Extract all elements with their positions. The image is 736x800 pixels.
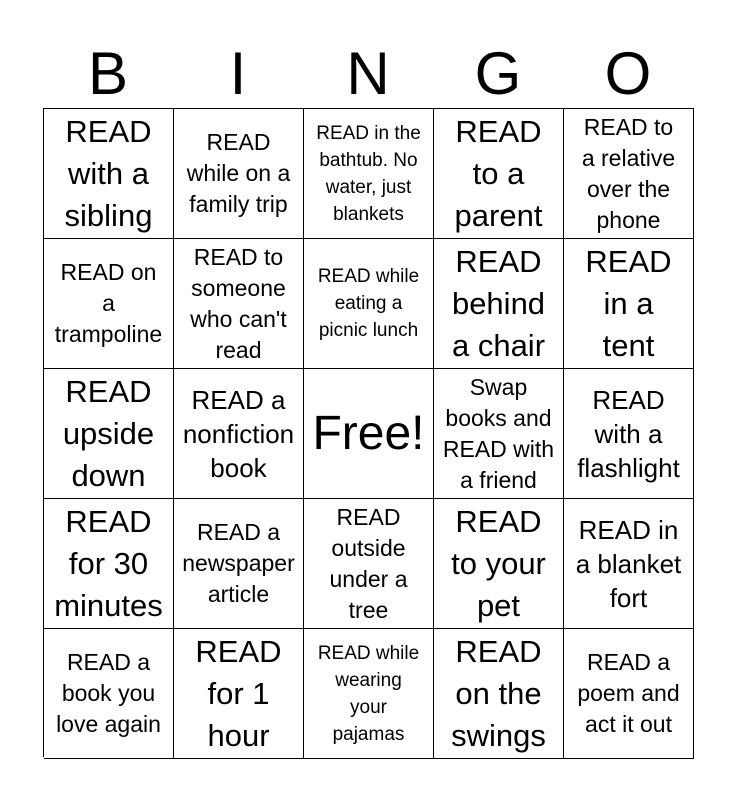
- header-letter-o: O: [604, 40, 652, 107]
- header-letter-g: G: [474, 40, 522, 107]
- bingo-cell-text: READ to a relative over the phone: [581, 113, 676, 233]
- bingo-cell[interactable]: [434, 369, 564, 499]
- bingo-cell[interactable]: [304, 239, 434, 369]
- bingo-cell[interactable]: [304, 499, 434, 629]
- bingo-cell-text: READ while on a family trip: [186, 129, 291, 217]
- bingo-cell[interactable]: [174, 499, 304, 629]
- bingo-cell[interactable]: [44, 239, 174, 369]
- bingo-cell-text: READ while wearing your pajamas: [317, 642, 420, 745]
- bingo-cell-text: READ to a parent: [454, 113, 543, 233]
- bingo-cell[interactable]: [564, 109, 694, 239]
- bingo-cell[interactable]: [564, 239, 694, 369]
- bingo-cell-text: READ upside down: [62, 373, 155, 493]
- bingo-cell[interactable]: [174, 109, 304, 239]
- header-letter-n: N: [346, 40, 390, 107]
- bingo-cell[interactable]: [304, 109, 434, 239]
- bingo-cell[interactable]: [44, 499, 174, 629]
- bingo-header: [43, 40, 693, 108]
- bingo-cell[interactable]: [174, 369, 304, 499]
- bingo-cell[interactable]: [44, 369, 174, 499]
- bingo-cell[interactable]: [304, 629, 434, 759]
- bingo-cell[interactable]: [434, 499, 564, 629]
- bingo-cell-text: READ on the swings: [451, 633, 546, 753]
- bingo-cell-text: READ a book you love again: [56, 649, 161, 737]
- bingo-cell-text: READ with a sibling: [64, 113, 153, 233]
- bingo-cell[interactable]: [564, 369, 694, 499]
- header-letter-i: I: [229, 40, 247, 107]
- bingo-cell[interactable]: [174, 629, 304, 759]
- bingo-cell[interactable]: [174, 239, 304, 369]
- bingo-cell-text: READ on a trampoline: [54, 259, 163, 347]
- bingo-cell-text: READ in the bathtub. No water, just blankets: [316, 122, 421, 225]
- bingo-cell-text: READ a poem and act it out: [577, 649, 680, 737]
- header-letter-b: B: [87, 40, 129, 107]
- bingo-cell-text: READ with a flashlight: [577, 384, 680, 483]
- bingo-cell-text: READ to someone who can't read: [190, 243, 287, 363]
- bingo-cell-text: READ in a tent: [585, 243, 672, 363]
- bingo-cell-text: READ while eating a picnic lunch: [317, 266, 420, 341]
- bingo-cell-text: Swap books and READ with a friend: [442, 373, 555, 493]
- free-space-text: Free!: [312, 406, 425, 460]
- bingo-cell-text: READ behind a chair: [451, 243, 546, 363]
- bingo-cell-text: READ for 30 minutes: [54, 503, 163, 623]
- bingo-cell[interactable]: [564, 629, 694, 759]
- bingo-cell[interactable]: [434, 239, 564, 369]
- bingo-cell[interactable]: [564, 499, 694, 629]
- free-space-cell[interactable]: [304, 369, 434, 499]
- bingo-cell-text: READ outside under a tree: [329, 503, 408, 623]
- bingo-cell-text: READ in a blanket fort: [575, 514, 682, 613]
- bingo-cell-text: READ a nonfiction book: [182, 384, 295, 483]
- bingo-cell[interactable]: [434, 109, 564, 239]
- bingo-cell-text: READ a newspaper article: [182, 519, 295, 607]
- bingo-board: [43, 108, 694, 757]
- bingo-cell-text: READ to your pet: [451, 503, 546, 623]
- bingo-cell[interactable]: [434, 629, 564, 759]
- bingo-cell[interactable]: [44, 109, 174, 239]
- bingo-cell[interactable]: [44, 629, 174, 759]
- bingo-cell-text: READ for 1 hour: [195, 633, 282, 753]
